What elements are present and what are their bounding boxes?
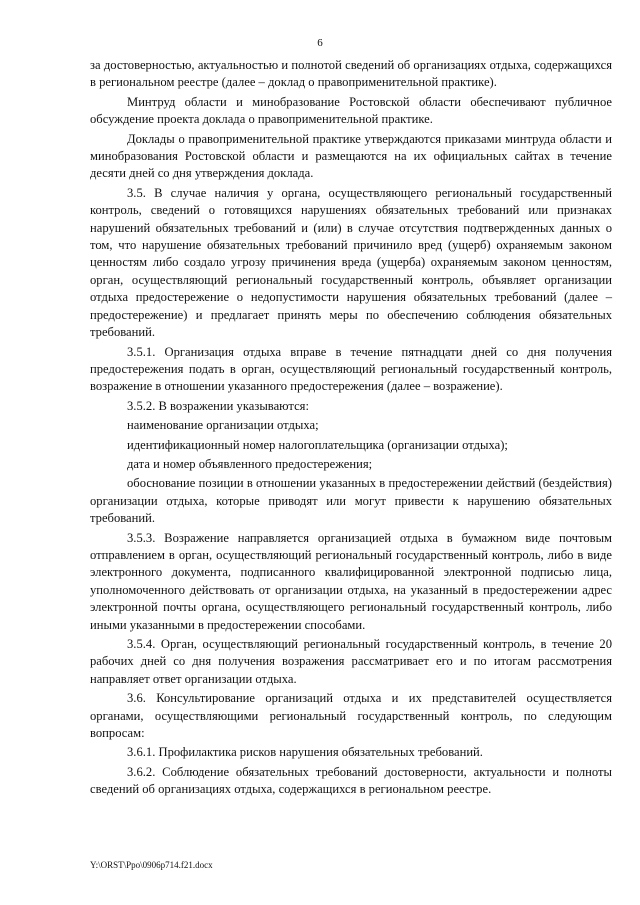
paragraph: 3.5.4. Орган, осуществляющий региональный государственный контроль, в течение 20 рабочих дней со дня получения возражения рассматривает его и по итогам рассмотрения направляет ответ организации отдыха. xyxy=(90,637,612,686)
paragraph: обоснование позиции в отношении указанных в предостережении действий (бездействия) организации отдыха, которые приводят или могут привести к нарушению обязательных требований. xyxy=(90,476,612,526)
paragraph: 3.6. Консультирование организаций отдыха и их представителей осуществляется органами, осуществляющими региональный государственный контроль, по следующим вопросам: xyxy=(90,691,612,741)
document-body xyxy=(90,57,612,799)
footer-file-path: Y:\ORST\Ppo\0906p714.f21.docx xyxy=(90,860,213,870)
page-number: 6 xyxy=(317,37,323,49)
paragraph: идентификационный номер налогоплательщика (организации отдыха); xyxy=(127,437,508,452)
paragraph: 3.6.1. Профилактика рисков нарушения обязательных требований. xyxy=(127,745,483,760)
paragraph: 3.5.1. Организация отдыха вправе в течение пятнадцати дней со дня получения предостережения подать в орган, осуществляющий региональный государственный контроль, возражение в отношении указанного предостережения (далее – возражение). xyxy=(90,344,612,394)
paragraph: за достоверностью, актуальностью и полнотой сведений об организациях отдыха, содержащихся в региональном реестре (далее – доклад о правоприменительной практике). xyxy=(90,58,612,90)
paragraph: дата и номер объявленного предостережения; xyxy=(127,456,373,471)
paragraph: Минтруд области и минобразование Ростовской области обеспечивают публичное обсуждение проекта доклада о правоприменительной практике. xyxy=(90,94,612,127)
paragraph: 3.5.2. В возражении указываются: xyxy=(127,398,309,413)
paragraph: 3.5. В случае наличия у органа, осуществляющего региональный государственный контроль, сведений о готовящихся нарушениях обязательных требований или признаках нарушений обязательных требований и (или) в случае отсутствия подтвержденных данных о том, что нарушение обязательных требований причинило вред (ущерб) охраняемым законом ценностям либо создало угрозу причинения вреда (ущерба) охраняемым законом ценностям, орган, осуществляющий региональный государственный контроль, объявляет организации отдыха предостережение о недопустимости нарушения обязательных требований (далее – предостережение) и предлагает принять меры по обеспечению соблюдения обязательных требований. xyxy=(90,185,612,340)
paragraph: 3.6.2. Соблюдение обязательных требований достоверности, актуальности и полноты сведений об организациях отдыха, содержащихся в региональном реестре. xyxy=(90,764,612,797)
paragraph: Доклады о правоприменительной практике утверждаются приказами минтруда области и минобразования Ростовской области и размещаются на их официальных сайтах в течение десяти дней со дня утверждения доклада. xyxy=(90,131,612,181)
paragraph: 3.5.3. Возражение направляется организацией отдыха в бумажном виде почтовым отправлением в орган, осуществляющий региональный государственный контроль, либо в виде электронного документа, подписанного квалифицированной электронной подписью лица, уполномоченного действовать от организации отдыха, на указанный в предостережении адрес электронной почты органа, осуществляющего региональный государственный контроль, либо иными указанными в предостережении способами. xyxy=(90,530,612,632)
paragraph: наименование организации отдыха; xyxy=(127,418,319,433)
